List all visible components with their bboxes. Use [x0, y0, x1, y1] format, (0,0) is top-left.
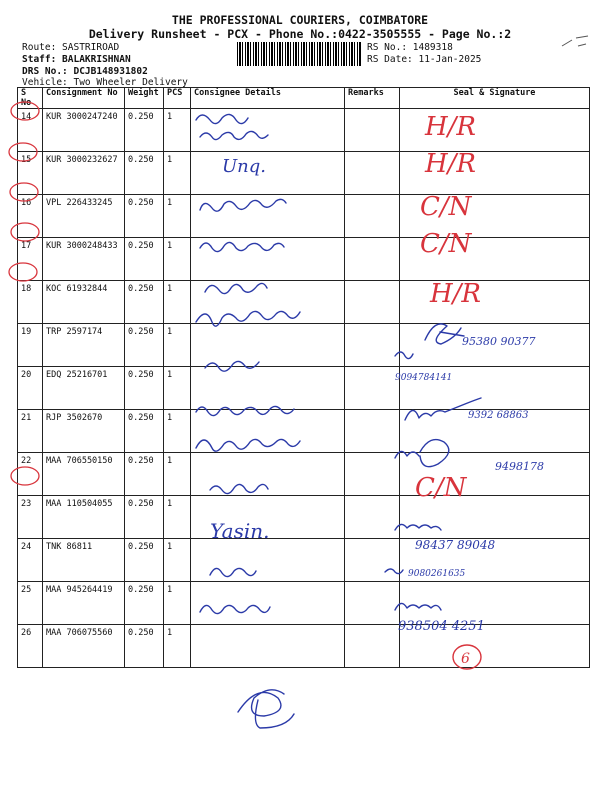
table-row: [18, 109, 590, 152]
row-seal: [400, 367, 590, 410]
row-remarks: [345, 539, 400, 582]
row-weight: 0.250: [125, 324, 164, 367]
row-consignment: KOC 61932844: [43, 281, 125, 324]
row-weight: 0.250: [125, 195, 164, 238]
row-weight: 0.250: [125, 496, 164, 539]
row-weight: 0.250: [125, 625, 164, 668]
row-sno: 23: [18, 496, 43, 539]
seal-text-23: C/N: [415, 473, 467, 503]
row-consignment: EDQ 25216701: [43, 367, 125, 410]
row-pcs: 1: [164, 582, 191, 625]
drs-number: DRS No.: DCJB148931802: [22, 66, 148, 77]
seal-text-17: C/N: [420, 229, 472, 259]
row-seal: [400, 238, 590, 281]
phone-26: 938504 4251: [398, 619, 485, 634]
seal-text-14: H/R: [425, 112, 477, 142]
table-row: [18, 582, 590, 625]
row-weight: 0.250: [125, 582, 164, 625]
phone-21: 9392 68863: [468, 410, 529, 421]
runsheet-subtitle: Delivery Runsheet - PCX - Phone No.:0422-3505555 - Page No.:2: [88, 27, 512, 41]
row-weight: 0.250: [125, 152, 164, 195]
column-header-sno: S No: [18, 88, 43, 109]
row-pcs: 1: [164, 324, 191, 367]
row-pcs: 1: [164, 109, 191, 152]
row-sno: 14: [18, 109, 43, 152]
row-sno: 21: [18, 410, 43, 453]
row-sno: 15: [18, 152, 43, 195]
phone-22: 9498178: [495, 460, 544, 473]
row-consignee: [191, 582, 345, 625]
row-seal: [400, 625, 590, 668]
row-pcs: 1: [164, 367, 191, 410]
table-row: [18, 281, 590, 324]
phone-24: 98437 89048: [415, 538, 496, 552]
phone-25: 9080261635: [408, 569, 466, 579]
table-row: [18, 496, 590, 539]
phone-20: 9094784141: [395, 373, 453, 383]
row-weight: 0.250: [125, 238, 164, 281]
route-label: Route: SASTRIROAD: [22, 42, 120, 53]
row-consignment: TNK 86811: [43, 539, 125, 582]
page-title: THE PROFESSIONAL COURIERS, COIMBATORE: [171, 13, 429, 27]
row-seal: [400, 496, 590, 539]
row-remarks: [345, 109, 400, 152]
row-consignee: [191, 410, 345, 453]
row-consignment: KUR 3000232627: [43, 152, 125, 195]
row-sno: 24: [18, 539, 43, 582]
column-header-consignee: Consignee Details: [191, 88, 345, 109]
phone-19: 95380 90377: [462, 335, 536, 348]
row-seal: [400, 109, 590, 152]
row-consignment: VPL 226433245: [43, 195, 125, 238]
staff-label: Staff: BALAKRISHNAN: [22, 54, 131, 65]
row-remarks: [345, 152, 400, 195]
row-pcs: 1: [164, 453, 191, 496]
row-remarks: [345, 238, 400, 281]
row-consignment: MAA 945264419: [43, 582, 125, 625]
row-seal: [400, 539, 590, 582]
row-seal: [400, 582, 590, 625]
row-pcs: 1: [164, 281, 191, 324]
row-consignment: TRP 2597174: [43, 324, 125, 367]
row-remarks: [345, 324, 400, 367]
row-pcs: 1: [164, 539, 191, 582]
table-row: [18, 625, 590, 668]
row-consignee: [191, 625, 345, 668]
row-consignee: [191, 453, 345, 496]
row-consignee: [191, 496, 345, 539]
page-count: 6: [461, 651, 470, 667]
row-remarks: [345, 195, 400, 238]
supervisor-signature: [238, 690, 294, 728]
consignee-text-15: Unq.: [222, 156, 267, 177]
table-row: [18, 238, 590, 281]
row-remarks: [345, 582, 400, 625]
row-consignee: [191, 195, 345, 238]
row-remarks: [345, 367, 400, 410]
rs-date: RS Date: 11-Jan-2025: [367, 54, 482, 65]
row-pcs: 1: [164, 410, 191, 453]
row-remarks: [345, 410, 400, 453]
row-consignee: [191, 539, 345, 582]
table-row: [18, 324, 590, 367]
row-weight: 0.250: [125, 410, 164, 453]
row-consignee: [191, 152, 345, 195]
row-weight: 0.250: [125, 109, 164, 152]
table-row: [18, 453, 590, 496]
row-sno: 19: [18, 324, 43, 367]
row-sno: 18: [18, 281, 43, 324]
row-weight: 0.250: [125, 281, 164, 324]
row-pcs: 1: [164, 195, 191, 238]
vehicle-label: Vehicle: Two Wheeler Delivery: [22, 77, 188, 88]
row-consignee: [191, 324, 345, 367]
column-header-seal: Seal & Signature: [400, 88, 590, 109]
row-consignment: MAA 706550150: [43, 453, 125, 496]
row-remarks: [345, 625, 400, 668]
row-consignment: MAA 706075560: [43, 625, 125, 668]
row-sno: 22: [18, 453, 43, 496]
row-pcs: 1: [164, 152, 191, 195]
row-weight: 0.250: [125, 367, 164, 410]
row-pcs: 1: [164, 496, 191, 539]
row-consignment: RJP 3502670: [43, 410, 125, 453]
row-pcs: 1: [164, 238, 191, 281]
row-consignment: KUR 3000247240: [43, 109, 125, 152]
runsheet-table: [17, 87, 590, 668]
seal-text-15: H/R: [425, 149, 477, 179]
corner-scribble: [560, 34, 590, 50]
column-header-pcs: PCS: [164, 88, 191, 109]
row-seal: [400, 281, 590, 324]
barcode: [237, 42, 362, 66]
row-seal: [400, 453, 590, 496]
row-seal: [400, 324, 590, 367]
row-remarks: [345, 496, 400, 539]
row-consignee: [191, 367, 345, 410]
table-header-row: [18, 88, 590, 109]
row-weight: 0.250: [125, 539, 164, 582]
row-seal: [400, 152, 590, 195]
row-weight: 0.250: [125, 453, 164, 496]
consignee-text-24: Yasin.: [210, 519, 270, 543]
row-consignment: KUR 3000248433: [43, 238, 125, 281]
row-consignee: [191, 109, 345, 152]
column-header-weight: Weight: [125, 88, 164, 109]
rs-number: RS No.: 1489318: [367, 42, 453, 53]
table-row: [18, 539, 590, 582]
row-sno: 17: [18, 238, 43, 281]
row-sno: 16: [18, 195, 43, 238]
seal-text-16: C/N: [420, 192, 472, 222]
row-remarks: [345, 281, 400, 324]
row-consignee: [191, 238, 345, 281]
table-row: [18, 367, 590, 410]
column-header-remarks: Remarks: [345, 88, 400, 109]
row-sno: 25: [18, 582, 43, 625]
column-header-consignment: Consignment No: [43, 88, 125, 109]
seal-text-18: H/R: [430, 279, 482, 309]
row-consignee: [191, 281, 345, 324]
table-row: [18, 152, 590, 195]
row-seal: [400, 410, 590, 453]
row-pcs: 1: [164, 625, 191, 668]
row-consignment: MAA 110504055: [43, 496, 125, 539]
row-seal: [400, 195, 590, 238]
row-sno: 20: [18, 367, 43, 410]
row-remarks: [345, 453, 400, 496]
table-row: [18, 410, 590, 453]
row-sno: 26: [18, 625, 43, 668]
table-row: [18, 195, 590, 238]
